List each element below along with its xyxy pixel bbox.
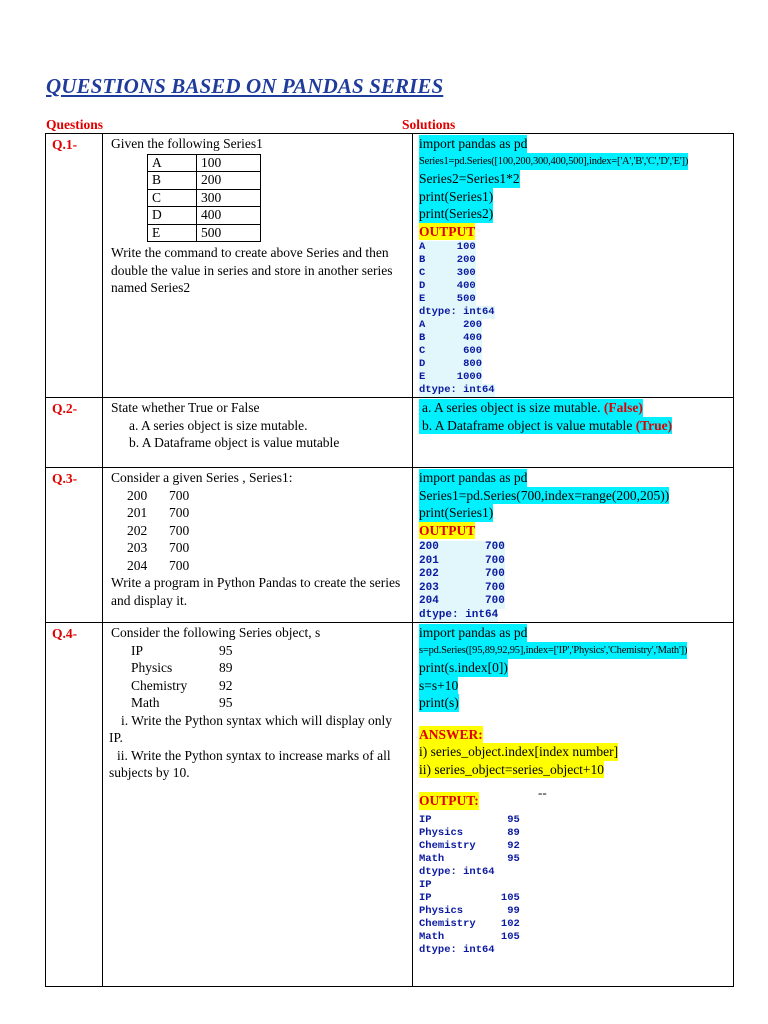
q4-number: Q.4- <box>46 623 103 987</box>
q4-value: 89 <box>219 660 233 675</box>
q3-output <box>419 541 730 622</box>
q1-value-e: 500 <box>197 224 261 242</box>
q2-option-b: b. A Dataframe object is value mutable <box>129 435 340 450</box>
q4-part-ii: ii. Write the Python syntax to increase marks of all subjects by 10. <box>109 747 391 780</box>
q4-index: Physics <box>131 660 173 675</box>
q1-sol-line: print(Series2) <box>419 206 494 221</box>
q3-pair <box>127 522 408 540</box>
output-line: IP 95 <box>419 813 520 826</box>
q4-answer-1: i) series_object.index[index number] <box>419 744 619 759</box>
q4-pair <box>131 642 408 660</box>
q3-value: 700 <box>169 487 190 503</box>
q3-pair <box>127 557 408 575</box>
output-line: dtype: int64 <box>419 943 495 956</box>
q3-index: 201 <box>127 505 148 520</box>
output-line: dtype: int64 <box>419 865 495 878</box>
q3-index: 204 <box>127 557 148 573</box>
q1-value-b: 200 <box>197 172 261 190</box>
q4-pair <box>131 677 408 695</box>
q4-series-values <box>131 642 408 712</box>
output-line: 203 700 <box>419 581 505 594</box>
output-line: D 800 <box>419 358 483 370</box>
q1-index-c: C <box>148 189 197 207</box>
q1-index-b: B <box>148 172 197 190</box>
q1-value-c: 300 <box>197 189 261 207</box>
q2-option-a: a. A series object is size mutable. <box>129 417 308 433</box>
q4-index: IP <box>131 642 144 658</box>
output-line: C 300 <box>419 267 476 279</box>
output-line: C 600 <box>419 345 483 357</box>
q4-question <box>103 623 413 987</box>
stray-dash: -- <box>538 785 547 800</box>
q1-sol-line: print(Series1) <box>419 188 494 204</box>
q3-value: 700 <box>169 540 190 555</box>
q4-value: 95 <box>219 642 233 658</box>
q3-pair <box>127 487 408 505</box>
q2-solution <box>413 398 734 468</box>
q3-solution <box>413 468 734 623</box>
output-line: A 200 <box>419 319 483 331</box>
q4-sol-line: s=pd.Series([95,89,92,95],index=['IP','Physics','Chemistry','Math']) <box>419 642 687 660</box>
q3-pair <box>127 539 408 557</box>
q1-text: Write the command to create above Series and then double the value in series and store in another series named Series2 <box>111 245 393 295</box>
q2-row <box>46 398 734 468</box>
q3-sol-line: Series1=pd.Series(700,index=range(200,205)) <box>419 487 670 503</box>
output-line: 200 700 <box>419 541 505 553</box>
q1-table-row <box>148 224 261 242</box>
output-line: Physics 89 <box>419 826 520 839</box>
questions-header: Questions <box>46 117 104 132</box>
q4-index: Chemistry <box>131 677 188 693</box>
q3-sol-line: print(Series1) <box>419 505 494 520</box>
output-line: Math 95 <box>419 852 520 865</box>
output-line: E 500 <box>419 293 476 305</box>
q1-output-label: OUTPUT <box>419 223 476 239</box>
q1-sol-line: Series1=pd.Series([100,200,300,400,500],index=['A','B','C','D','E']) <box>419 153 688 171</box>
q2-number: Q.2- <box>46 398 103 468</box>
questions-table <box>45 133 734 987</box>
q1-value-a: 100 <box>197 154 261 172</box>
q4-answer-2: ii) series_object=series_object+10 <box>419 761 605 777</box>
output-line: 204 700 <box>419 595 505 607</box>
q3-index: 202 <box>127 522 148 538</box>
output-line: Chemistry 92 <box>419 839 520 852</box>
q3-sol-line: import pandas as pd <box>419 470 528 485</box>
output-line: IP <box>419 878 432 891</box>
q2-sol-a <box>419 399 643 417</box>
q4-sol-line: s=s+10 <box>419 677 459 693</box>
output-line: Physics 99 <box>419 904 520 917</box>
output-line: dtype: int64 <box>419 608 499 621</box>
q1-table-row <box>148 189 261 207</box>
q4-solution <box>413 623 734 987</box>
q3-pair <box>127 504 408 522</box>
q4-output <box>419 814 730 957</box>
q3-index: 200 <box>127 487 148 503</box>
page-title: QUESTIONS BASED ON PANDAS SERIES <box>46 74 444 98</box>
q4-index: Math <box>131 695 160 710</box>
q4-sol-line: print(s) <box>419 695 459 710</box>
q3-output-label: OUTPUT <box>419 522 476 538</box>
output-line: B 400 <box>419 332 483 344</box>
q4-part-i: i. Write the Python syntax which will display only IP. <box>109 712 393 745</box>
q3-value: 700 <box>169 522 190 538</box>
q3-question <box>103 468 413 623</box>
q4-answer-label: ANSWER: <box>419 726 483 742</box>
q3-row <box>46 468 734 623</box>
q3-series-values <box>127 487 408 575</box>
output-line: E 1000 <box>419 371 483 383</box>
q1-series-table <box>147 154 261 243</box>
output-line: IP 105 <box>419 891 520 904</box>
q3-value: 700 <box>169 557 190 573</box>
q1-row <box>46 134 734 398</box>
q1-sol-line: Series2=Series1*2 <box>419 171 520 186</box>
output-line: dtype: int64 <box>419 384 495 396</box>
q1-solution <box>413 134 734 398</box>
q4-sol-line: import pandas as pd <box>419 625 528 640</box>
output-line: D 400 <box>419 280 476 292</box>
q2-intro: State whether True or False <box>111 400 260 415</box>
output-line: Math 105 <box>419 930 520 943</box>
q1-table-row <box>148 207 261 225</box>
q4-pair <box>131 694 408 712</box>
q1-number: Q.1- <box>46 134 103 398</box>
output-line: A 100 <box>419 241 476 253</box>
q4-value: 95 <box>219 695 233 710</box>
q3-text: Write a program in Python Pandas to create the series and display it. <box>111 575 401 608</box>
output-line: Chemistry 102 <box>419 917 520 930</box>
q4-pair <box>131 659 408 677</box>
q2-sol-a-text: a. A series object is size mutable. <box>422 400 601 415</box>
q3-value: 700 <box>169 505 190 520</box>
q3-intro: Consider a given Series , Series1: <box>111 470 293 485</box>
q4-intro: Consider the following Series object, s <box>111 625 321 640</box>
q1-output <box>419 241 730 397</box>
q1-table-row <box>148 154 261 172</box>
q3-index: 203 <box>127 540 148 555</box>
q1-value-d: 400 <box>197 207 261 225</box>
q4-sol-line: print(s.index[0]) <box>419 660 508 675</box>
q2-sol-b-text: b. A Dataframe object is value mutable <box>422 417 633 433</box>
output-line: 201 700 <box>419 554 505 567</box>
output-line: dtype: int64 <box>419 306 495 318</box>
q1-index-a: A <box>148 154 197 172</box>
q2-sol-a-answer: (False) <box>603 400 643 415</box>
q4-value: 92 <box>219 677 233 693</box>
q4-row <box>46 623 734 987</box>
solutions-header: Solutions <box>402 117 456 132</box>
q4-output-label: OUTPUT: <box>419 793 479 808</box>
q1-sol-line: import pandas as pd <box>419 136 528 151</box>
output-line: 202 700 <box>419 568 505 580</box>
q2-sol-b-answer: (True) <box>635 417 673 433</box>
q2-sol-b <box>419 417 672 435</box>
q1-question <box>103 134 413 398</box>
q1-index-d: D <box>148 207 197 225</box>
q1-index-e: E <box>148 224 197 242</box>
q2-question <box>103 398 413 468</box>
q3-number: Q.3- <box>46 468 103 623</box>
output-line: B 200 <box>419 254 476 266</box>
q1-table-row <box>148 172 261 190</box>
q1-intro: Given the following Series1 <box>111 136 263 151</box>
